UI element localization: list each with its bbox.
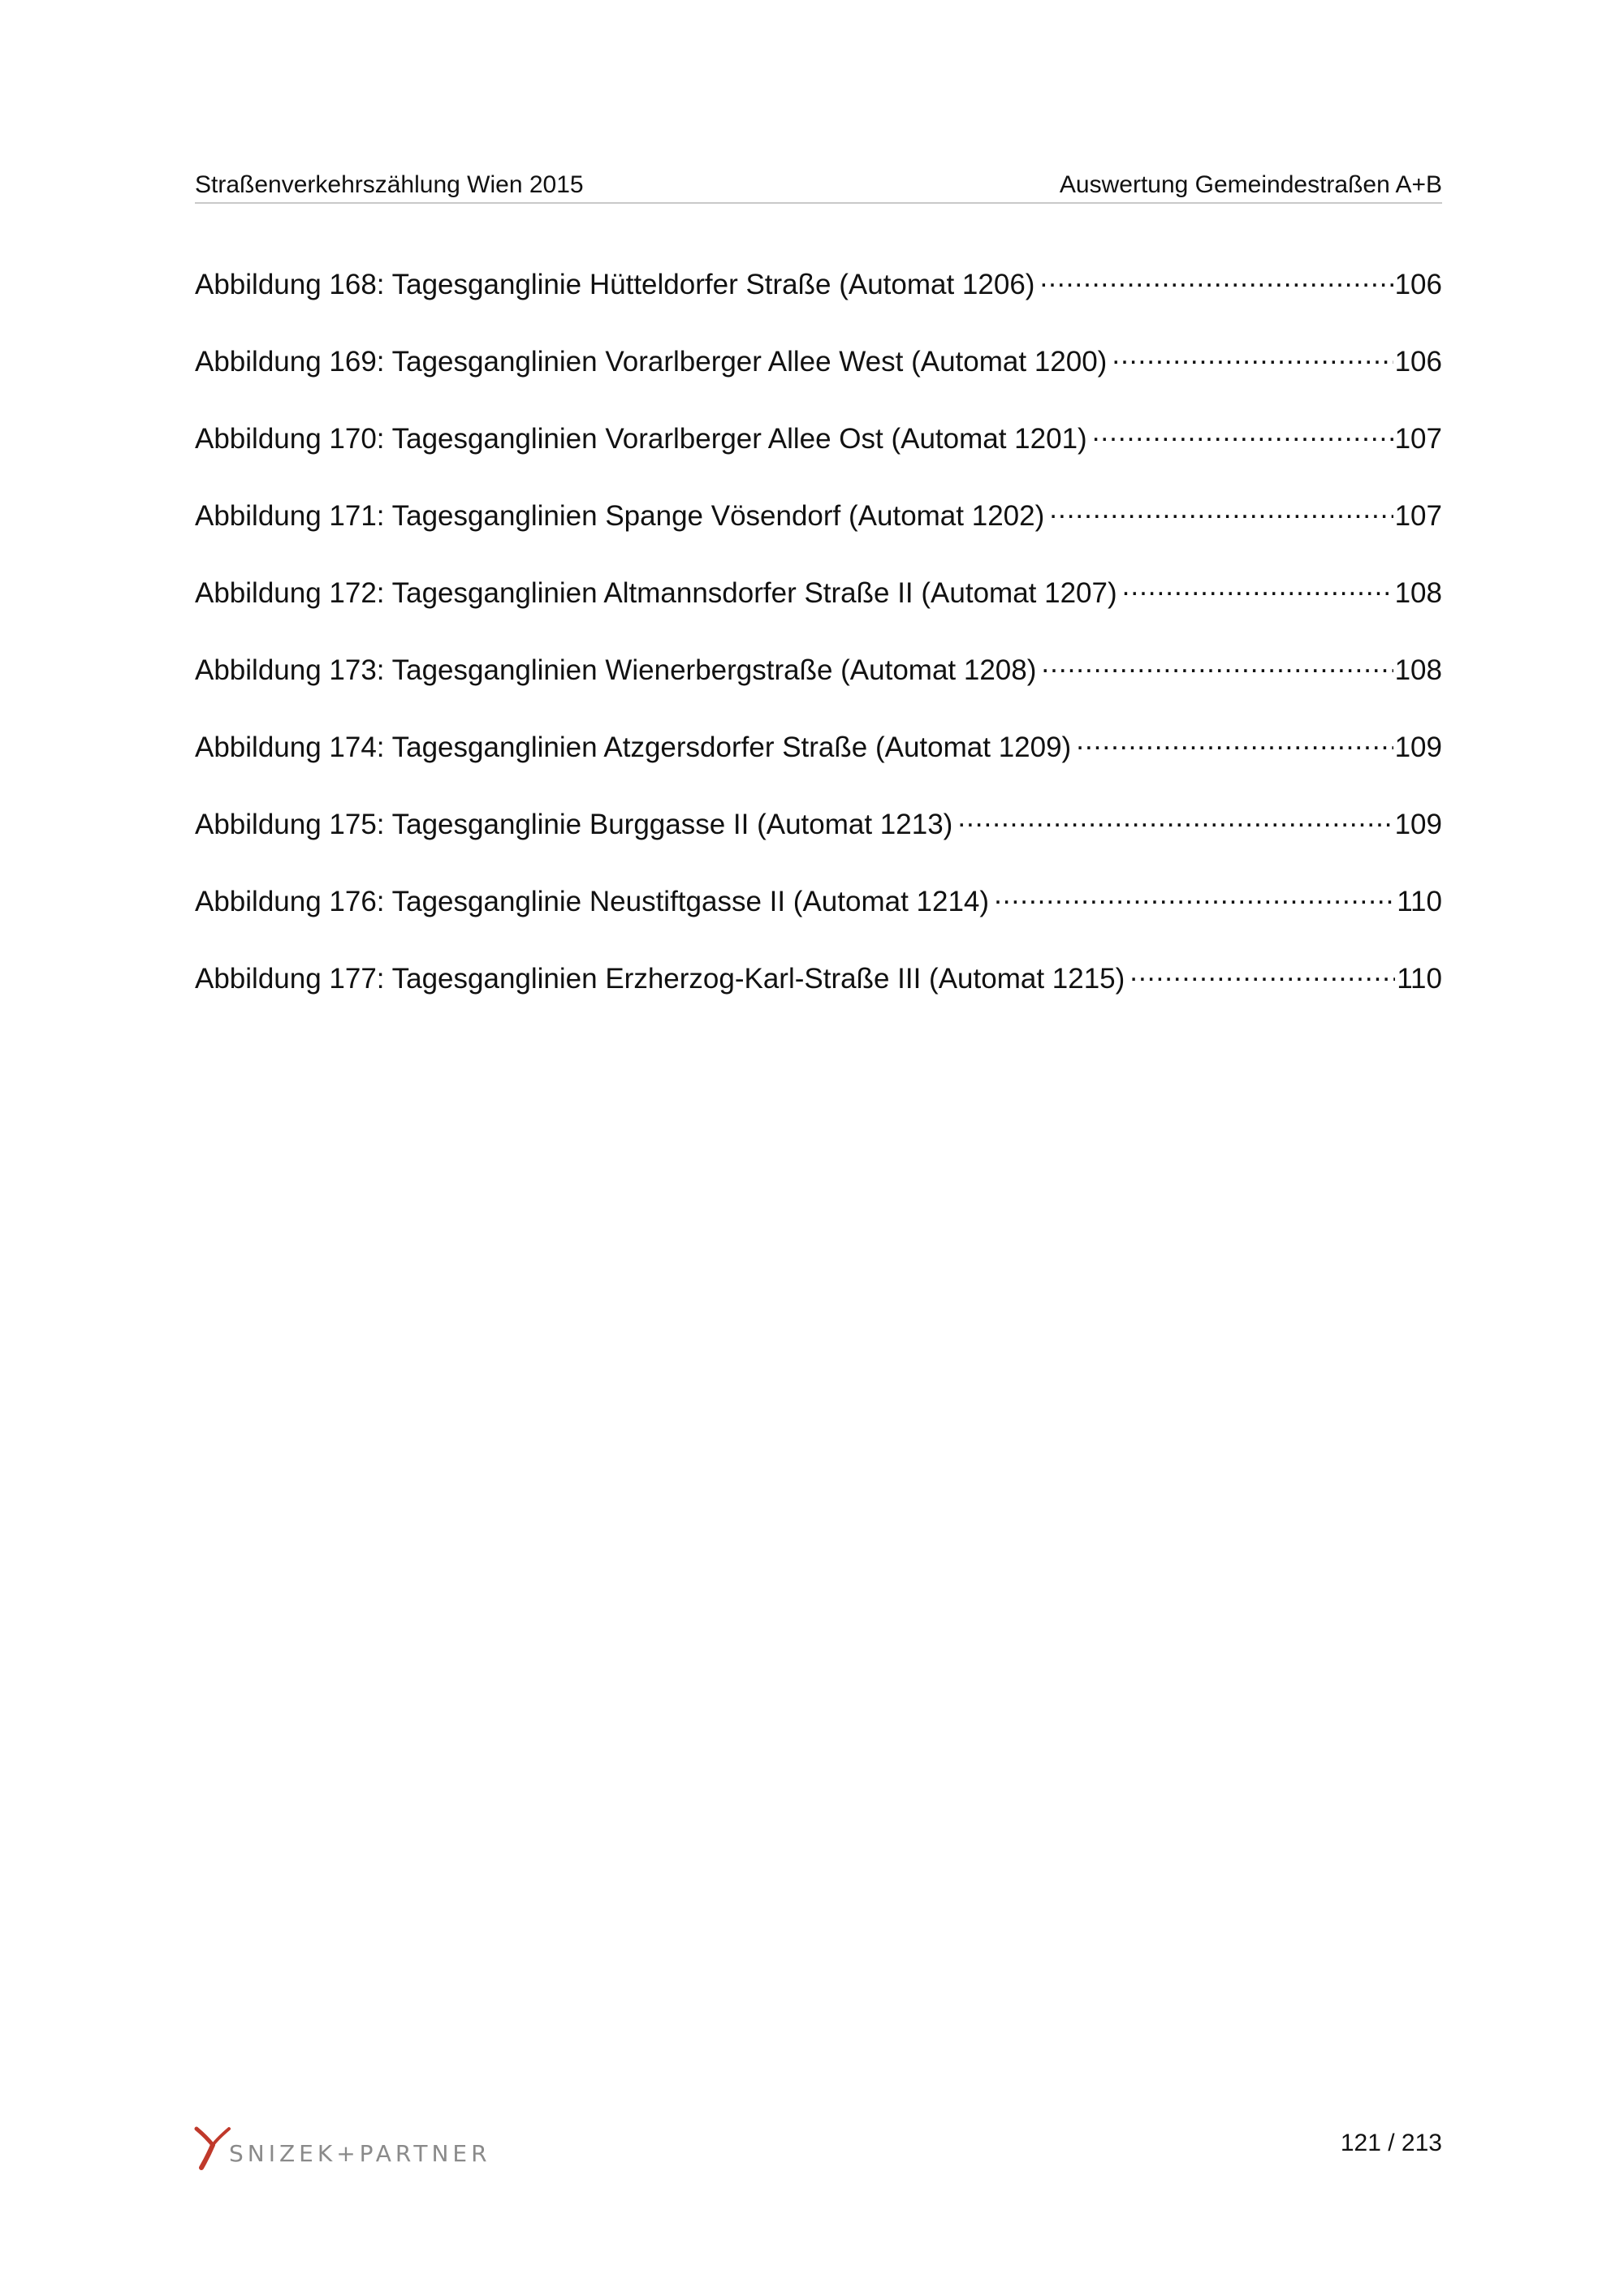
toc-entry-page: 107 — [1394, 423, 1442, 455]
toc-entry-label: Abbildung 170: Tagesganglinien Vorarlberger Allee Ost (Automat 1201) — [195, 423, 1087, 455]
toc-dot-leader — [1129, 956, 1395, 988]
toc-entry-page: 108 — [1394, 654, 1442, 686]
toc-entry[interactable] — [195, 339, 1442, 416]
toc-entry-page: 108 — [1394, 577, 1442, 609]
toc-entry[interactable] — [195, 724, 1442, 801]
header-title-left: Straßenverkehrszählung Wien 2015 — [195, 171, 584, 198]
header-divider — [195, 202, 1442, 204]
toc-entry-label: Abbildung 169: Tagesganglinien Vorarlberger Allee West (Automat 1200) — [195, 346, 1108, 378]
toc-entry[interactable] — [195, 416, 1442, 493]
toc-entry-page: 110 — [1397, 963, 1442, 995]
toc-entry-label: Abbildung 176: Tagesganglinie Neustiftgasse II (Automat 1214) — [195, 886, 990, 917]
header-title-right: Auswertung Gemeindestraßen A+B — [1059, 171, 1442, 198]
snizek-y-mark-icon — [193, 2126, 232, 2171]
toc-entry-page: 107 — [1394, 500, 1442, 532]
toc-entry[interactable] — [195, 493, 1442, 570]
toc-dot-leader — [1092, 416, 1393, 448]
toc-entry-page: 110 — [1397, 886, 1442, 917]
toc-entry[interactable] — [195, 956, 1442, 1033]
toc-entry-page: 109 — [1394, 809, 1442, 840]
list-of-figures — [195, 261, 1442, 1033]
toc-entry-label: Abbildung 174: Tagesganglinien Atzgersdorfer Straße (Automat 1209) — [195, 732, 1072, 763]
toc-entry[interactable] — [195, 801, 1442, 878]
toc-entry-label: Abbildung 168: Tagesganglinie Hütteldorfer Straße (Automat 1206) — [195, 269, 1035, 300]
toc-entry-label: Abbildung 172: Tagesganglinien Altmannsdorfer Straße II (Automat 1207) — [195, 577, 1117, 609]
toc-entry-page: 109 — [1394, 732, 1442, 763]
toc-dot-leader — [957, 801, 1393, 834]
page-number: 121 / 213 — [1340, 2130, 1442, 2156]
logo-wordmark: SNIZEK+PARTNER — [229, 2140, 491, 2167]
page-header — [195, 169, 1442, 201]
toc-dot-leader — [994, 878, 1395, 911]
toc-entry-page: 106 — [1394, 269, 1442, 300]
toc-dot-leader — [1049, 493, 1393, 525]
toc-dot-leader — [1039, 261, 1393, 294]
toc-entry-label: Abbildung 177: Tagesganglinien Erzherzog-Karl-Straße III (Automat 1215) — [195, 963, 1125, 995]
toc-entry[interactable] — [195, 878, 1442, 956]
toc-dot-leader — [1041, 647, 1393, 680]
toc-dot-leader — [1122, 570, 1393, 602]
toc-dot-leader — [1076, 724, 1393, 757]
toc-dot-leader — [1112, 339, 1393, 371]
company-logo — [193, 2126, 491, 2171]
toc-entry-label: Abbildung 171: Tagesganglinien Spange Vösendorf (Automat 1202) — [195, 500, 1045, 532]
toc-entry-label: Abbildung 175: Tagesganglinie Burggasse II (Automat 1213) — [195, 809, 953, 840]
toc-entry-page: 106 — [1394, 346, 1442, 378]
toc-entry[interactable] — [195, 570, 1442, 647]
toc-entry[interactable] — [195, 647, 1442, 724]
toc-entry-label: Abbildung 173: Tagesganglinien Wienerbergstraße (Automat 1208) — [195, 654, 1037, 686]
toc-entry[interactable] — [195, 261, 1442, 339]
